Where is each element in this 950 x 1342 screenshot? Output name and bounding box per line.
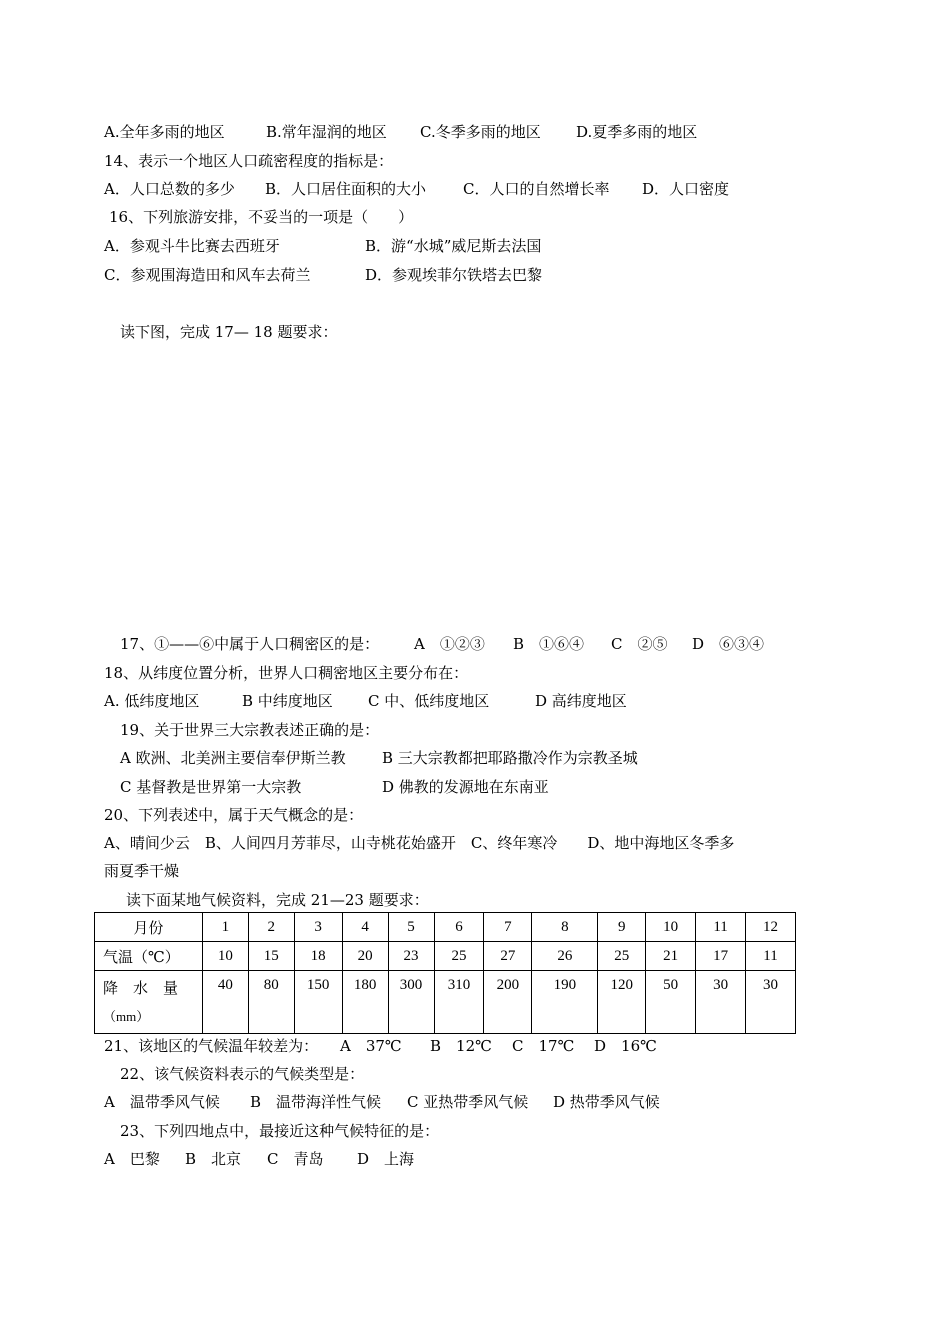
figure-placeholder xyxy=(104,350,804,620)
q16-option-c: C．参观围海造田和风车去荷兰 xyxy=(104,266,311,284)
q21-option-b: B 12℃ xyxy=(430,1037,492,1055)
q22-option-d: D 热带季风气候 xyxy=(553,1093,660,1111)
temperature-cell: 18 xyxy=(294,942,342,971)
q14-option-d: D．人口密度 xyxy=(642,180,730,198)
q23-option-d: D 上海 xyxy=(357,1150,415,1168)
q18-option-d: D 高纬度地区 xyxy=(535,692,627,710)
q14-option-c: C．人口的自然增长率 xyxy=(463,180,610,198)
month-cell: 12 xyxy=(746,913,796,942)
q17-option-d: D ⑥③④ xyxy=(692,635,765,653)
q23-option-a: A 巴黎 xyxy=(104,1150,160,1168)
q23-option-b: B 北京 xyxy=(185,1150,242,1168)
temperature-label: 气温（℃） xyxy=(95,942,203,971)
temperature-cell: 17 xyxy=(696,942,746,971)
q21-stem: 21、该地区的气候温年较差为： xyxy=(104,1037,319,1055)
month-cell: 9 xyxy=(598,913,646,942)
month-cell: 6 xyxy=(434,913,484,942)
q13-option-a: A.全年多雨的地区 xyxy=(104,123,225,141)
q13-option-c: C.冬季多雨的地区 xyxy=(420,123,541,141)
temperature-cell: 21 xyxy=(646,942,696,971)
month-label: 月份 xyxy=(95,913,203,942)
month-cell: 11 xyxy=(696,913,746,942)
q14-option-b: B．人口居住面积的大小 xyxy=(265,180,427,198)
month-cell: 5 xyxy=(388,913,434,942)
q16-option-d: D．参观埃菲尔铁塔去巴黎 xyxy=(365,266,543,284)
temperature-cell: 10 xyxy=(202,942,248,971)
precipitation-cell: 50 xyxy=(646,971,696,1034)
q17-option-a: A ①②③ xyxy=(414,635,485,653)
q22-option-c: C 亚热带季风气候 xyxy=(407,1093,529,1111)
q23-stem: 23、下列四地点中，最接近这种气候特征的是： xyxy=(120,1122,440,1140)
temperature-cell: 27 xyxy=(484,942,532,971)
q20-options-line2: 雨夏季干燥 xyxy=(104,862,180,880)
temperature-cell: 25 xyxy=(598,942,646,971)
q20-options-line1: A、晴间少云 B、人间四月芳菲尽，山寺桃花始盛开 C、终年寒冷 D、地中海地区冬季多 xyxy=(104,834,735,852)
q17-stem: 17、①——⑥中属于人口稠密区的是： xyxy=(120,635,380,653)
precipitation-row xyxy=(95,971,796,1034)
q18-option-b: B 中纬度地区 xyxy=(242,692,333,710)
precipitation-cell: 150 xyxy=(294,971,342,1034)
precipitation-label-cell xyxy=(95,971,203,1034)
q21-option-d: D 16℃ xyxy=(594,1037,657,1055)
temperature-cell: 20 xyxy=(342,942,388,971)
q19-option-b: B 三大宗教都把耶路撒冷作为宗教圣城 xyxy=(382,749,638,767)
month-cell: 8 xyxy=(532,913,598,942)
temperature-cell: 15 xyxy=(248,942,294,971)
precipitation-label: 降 水 量 xyxy=(103,981,179,997)
precipitation-cell: 40 xyxy=(202,971,248,1034)
q21-option-a: A 37℃ xyxy=(340,1037,402,1055)
temperature-cell: 25 xyxy=(434,942,484,971)
q14-stem: 14、表示一个地区人口疏密程度的指标是： xyxy=(104,152,394,170)
month-cell: 2 xyxy=(248,913,294,942)
precipitation-cell: 310 xyxy=(434,971,484,1034)
q19-option-d: D 佛教的发源地在东南亚 xyxy=(382,778,549,796)
q13-option-b: B.常年湿润的地区 xyxy=(266,123,387,141)
climate-table xyxy=(94,912,796,1034)
q14-option-a: A．人口总数的多少 xyxy=(104,180,235,198)
q18-option-a: A. 低纬度地区 xyxy=(104,692,200,710)
q20-stem: 20、下列表述中，属于天气概念的是： xyxy=(104,806,364,824)
month-row xyxy=(95,913,796,942)
temperature-row xyxy=(95,942,796,971)
q16-option-b: B．游“水城”威尼斯去法国 xyxy=(365,237,542,255)
q23-option-c: C 青岛 xyxy=(267,1150,324,1168)
q22-option-a: A 温带季风气候 xyxy=(104,1093,220,1111)
q16-stem: 16、下列旅游安排，不妥当的一项是（ ） xyxy=(109,208,414,226)
q17-option-c: C ②⑤ xyxy=(611,635,668,653)
precipitation-cell: 200 xyxy=(484,971,532,1034)
q22-option-b: B 温带海洋性气候 xyxy=(250,1093,382,1111)
precipitation-cell: 30 xyxy=(696,971,746,1034)
q22-stem: 22、该气候资料表示的气候类型是： xyxy=(120,1065,365,1083)
precipitation-cell: 190 xyxy=(532,971,598,1034)
q16-option-a: A．参观斗牛比赛去西班牙 xyxy=(104,237,280,255)
q18-stem: 18、从纬度位置分析，世界人口稠密地区主要分布在： xyxy=(104,664,469,682)
temperature-cell: 23 xyxy=(388,942,434,971)
q21-option-c: C 17℃ xyxy=(512,1037,575,1055)
q17-option-b: B ①⑥④ xyxy=(513,635,585,653)
precipitation-cell: 120 xyxy=(598,971,646,1034)
q13-option-d: D.夏季多雨的地区 xyxy=(576,123,698,141)
temperature-cell: 11 xyxy=(746,942,796,971)
month-cell: 3 xyxy=(294,913,342,942)
month-cell: 10 xyxy=(646,913,696,942)
precipitation-unit: （mm） xyxy=(103,1009,150,1024)
precipitation-cell: 300 xyxy=(388,971,434,1034)
q18-option-c: C 中、低纬度地区 xyxy=(368,692,490,710)
table-instruction: 读下面某地气候资料，完成 21—23 题要求： xyxy=(126,891,429,909)
q19-option-c: C 基督教是世界第一大宗教 xyxy=(120,778,302,796)
precipitation-cell: 30 xyxy=(746,971,796,1034)
q19-option-a: A 欧洲、北美洲主要信奉伊斯兰教 xyxy=(120,749,346,767)
month-cell: 4 xyxy=(342,913,388,942)
figure-instruction: 读下图，完成 17— 18 题要求： xyxy=(120,323,338,341)
precipitation-cell: 180 xyxy=(342,971,388,1034)
month-cell: 1 xyxy=(202,913,248,942)
temperature-cell: 26 xyxy=(532,942,598,971)
month-cell: 7 xyxy=(484,913,532,942)
q19-stem: 19、关于世界三大宗教表述正确的是： xyxy=(120,721,380,739)
precipitation-cell: 80 xyxy=(248,971,294,1034)
